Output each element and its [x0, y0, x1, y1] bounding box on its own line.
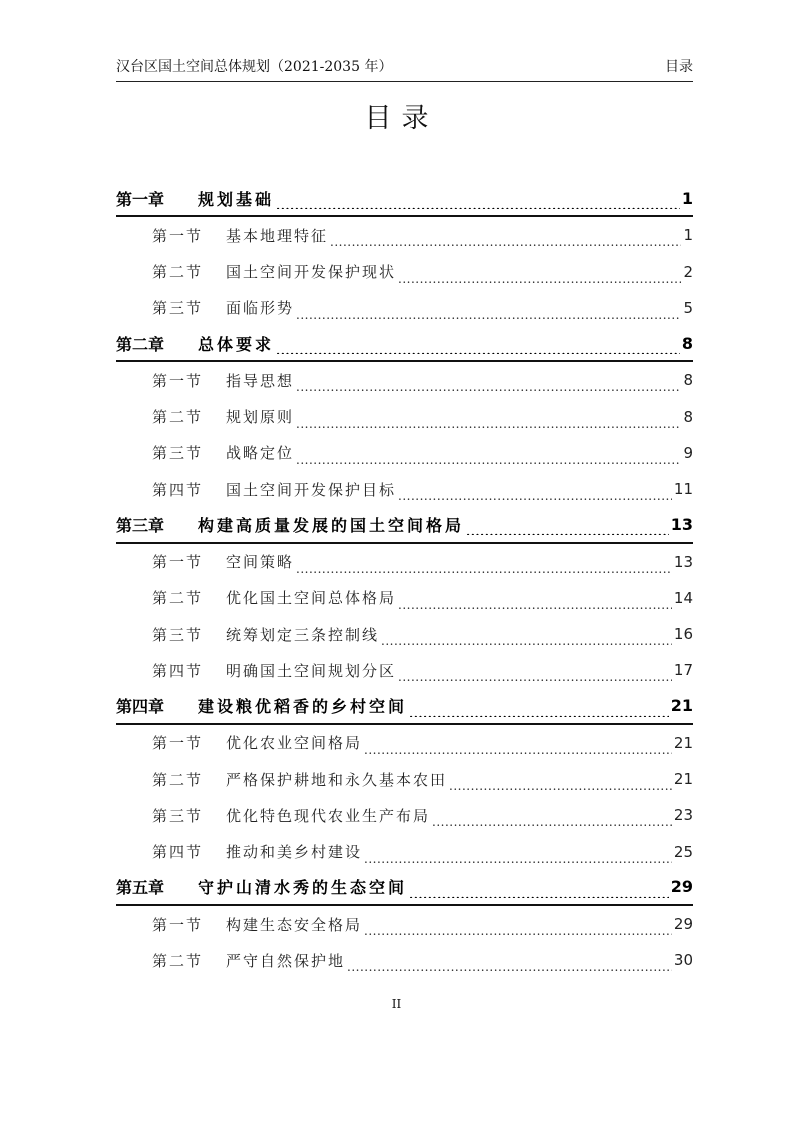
toc-section-entry[interactable] — [116, 362, 693, 398]
toc-dot-leader — [432, 812, 672, 826]
toc-entry-title: 规划基础 — [198, 189, 275, 209]
toc-entry-page: 5 — [683, 298, 693, 317]
toc-chapter-entry[interactable] — [116, 689, 693, 725]
page-header — [116, 55, 693, 82]
toc-entry-number: 第二节 — [152, 263, 204, 282]
toc-entry-page: 8 — [683, 407, 693, 426]
toc-section-entry[interactable] — [116, 797, 693, 833]
toc-entry-number: 第三节 — [152, 625, 204, 644]
toc-entry-title: 建设粮优稻香的乡村空间 — [198, 697, 408, 717]
toc-entry-page: 23 — [673, 806, 693, 825]
toc-dot-leader — [364, 740, 672, 754]
toc-entry-page: 21 — [670, 696, 693, 716]
toc-entry-title: 面临形势 — [226, 299, 295, 318]
toc-dot-leader — [276, 340, 680, 354]
toc-section-entry[interactable] — [116, 906, 693, 942]
toc-entry-number: 第四节 — [152, 661, 204, 680]
toc-entry-title: 严格保护耕地和永久基本农田 — [226, 770, 448, 789]
toc-entry-number: 第二节 — [152, 589, 204, 608]
toc-dot-leader — [466, 521, 669, 535]
toc-section-entry[interactable] — [116, 580, 693, 616]
toc-entry-title: 基本地理特征 — [226, 226, 329, 245]
toc-entry-title: 空间策略 — [226, 553, 295, 572]
toc-entry-page: 9 — [683, 443, 693, 462]
toc-dot-leader — [364, 849, 672, 863]
table-of-contents — [116, 181, 693, 979]
toc-dot-leader — [276, 195, 680, 209]
header-section-label: 目录 — [665, 59, 693, 75]
toc-chapter-entry[interactable] — [116, 507, 693, 543]
toc-entry-number: 第四章 — [116, 697, 165, 717]
toc-dot-leader — [296, 414, 681, 428]
toc-entry-title: 严守自然保护地 — [226, 951, 346, 970]
toc-section-entry[interactable] — [116, 652, 693, 688]
toc-entry-title: 守护山清水秀的生态空间 — [198, 878, 408, 898]
toc-dot-leader — [398, 595, 672, 609]
toc-section-entry[interactable] — [116, 217, 693, 253]
toc-section-entry[interactable] — [116, 725, 693, 761]
toc-entry-number: 第一节 — [152, 915, 204, 934]
toc-entry-page: 14 — [673, 588, 693, 607]
toc-section-entry[interactable] — [116, 399, 693, 435]
toc-entry-number: 第一节 — [152, 226, 204, 245]
toc-entry-title: 指导思想 — [226, 371, 295, 390]
toc-section-entry[interactable] — [116, 834, 693, 870]
toc-entry-number: 第二章 — [116, 334, 165, 354]
toc-entry-title: 明确国土空间规划分区 — [226, 661, 397, 680]
toc-entry-number: 第一节 — [152, 371, 204, 390]
toc-dot-leader — [381, 631, 672, 645]
toc-entry-page: 29 — [673, 915, 693, 934]
toc-dot-leader — [296, 377, 681, 391]
toc-chapter-entry[interactable] — [116, 870, 693, 906]
toc-entry-number: 第三章 — [116, 515, 165, 535]
toc-entry-number: 第四节 — [152, 480, 204, 499]
toc-entry-title: 构建高质量发展的国土空间格局 — [198, 515, 465, 535]
toc-dot-leader — [398, 269, 681, 283]
toc-chapter-entry[interactable] — [116, 181, 693, 217]
toc-entry-page: 8 — [683, 371, 693, 390]
toc-entry-page: 29 — [670, 877, 693, 897]
toc-entry-title: 统筹划定三条控制线 — [226, 625, 380, 644]
toc-entry-page: 13 — [670, 514, 693, 534]
toc-dot-leader — [330, 232, 681, 246]
toc-dot-leader — [296, 305, 681, 319]
toc-section-entry[interactable] — [116, 761, 693, 797]
toc-entry-title: 国土空间开发保护目标 — [226, 480, 397, 499]
toc-entry-number: 第二节 — [152, 770, 204, 789]
toc-entry-page: 21 — [673, 770, 693, 789]
toc-entry-page: 1 — [681, 188, 693, 208]
toc-section-entry[interactable] — [116, 544, 693, 580]
toc-entry-page: 2 — [683, 262, 693, 281]
toc-dot-leader — [364, 921, 672, 935]
page-title: 目录 — [364, 103, 439, 134]
toc-entry-number: 第三节 — [152, 299, 204, 318]
toc-entry-number: 第三节 — [152, 806, 204, 825]
toc-dot-leader — [409, 884, 669, 898]
toc-entry-title: 优化特色现代农业生产布局 — [226, 806, 431, 825]
toc-entry-title: 规划原则 — [226, 408, 295, 427]
toc-entry-number: 第五章 — [116, 878, 165, 898]
toc-entry-title: 战略定位 — [226, 444, 295, 463]
toc-dot-leader — [296, 559, 672, 573]
toc-entry-page: 17 — [673, 661, 693, 680]
toc-section-entry[interactable] — [116, 435, 693, 471]
toc-section-entry[interactable] — [116, 254, 693, 290]
toc-section-entry[interactable] — [116, 616, 693, 652]
toc-entry-page: 30 — [673, 951, 693, 970]
toc-entry-page: 11 — [673, 480, 693, 499]
page-number: II — [391, 997, 402, 1011]
toc-dot-leader — [398, 667, 672, 681]
toc-entry-title: 总体要求 — [198, 334, 275, 354]
toc-entry-title: 构建生态安全格局 — [226, 915, 363, 934]
toc-entry-number: 第一章 — [116, 189, 165, 209]
toc-chapter-entry[interactable] — [116, 326, 693, 362]
toc-section-entry[interactable] — [116, 290, 693, 326]
toc-entry-page: 13 — [673, 552, 693, 571]
toc-entry-number: 第三节 — [152, 444, 204, 463]
toc-entry-number: 第一节 — [152, 553, 204, 572]
toc-entry-number: 第一节 — [152, 734, 204, 753]
toc-entry-page: 16 — [673, 625, 693, 644]
toc-entry-number: 第二节 — [152, 408, 204, 427]
toc-entry-page: 25 — [673, 842, 693, 861]
toc-section-entry[interactable] — [116, 471, 693, 507]
toc-entry-title: 优化国土空间总体格局 — [226, 589, 397, 608]
toc-entry-page: 8 — [681, 333, 693, 353]
toc-entry-number: 第四节 — [152, 843, 204, 862]
toc-entry-title: 优化农业空间格局 — [226, 734, 363, 753]
toc-entry-number: 第二节 — [152, 951, 204, 970]
toc-dot-leader — [296, 450, 681, 464]
toc-entry-page: 1 — [683, 226, 693, 245]
toc-entry-title: 国土空间开发保护现状 — [226, 263, 397, 282]
header-document-title: 汉台区国土空间总体规划（2021-2035 年） — [116, 59, 393, 75]
toc-dot-leader — [409, 703, 669, 717]
toc-dot-leader — [449, 776, 672, 790]
toc-entry-page: 21 — [673, 733, 693, 752]
toc-section-entry[interactable] — [116, 942, 693, 978]
toc-dot-leader — [347, 957, 672, 971]
toc-dot-leader — [398, 486, 672, 500]
toc-entry-title: 推动和美乡村建设 — [226, 843, 363, 862]
